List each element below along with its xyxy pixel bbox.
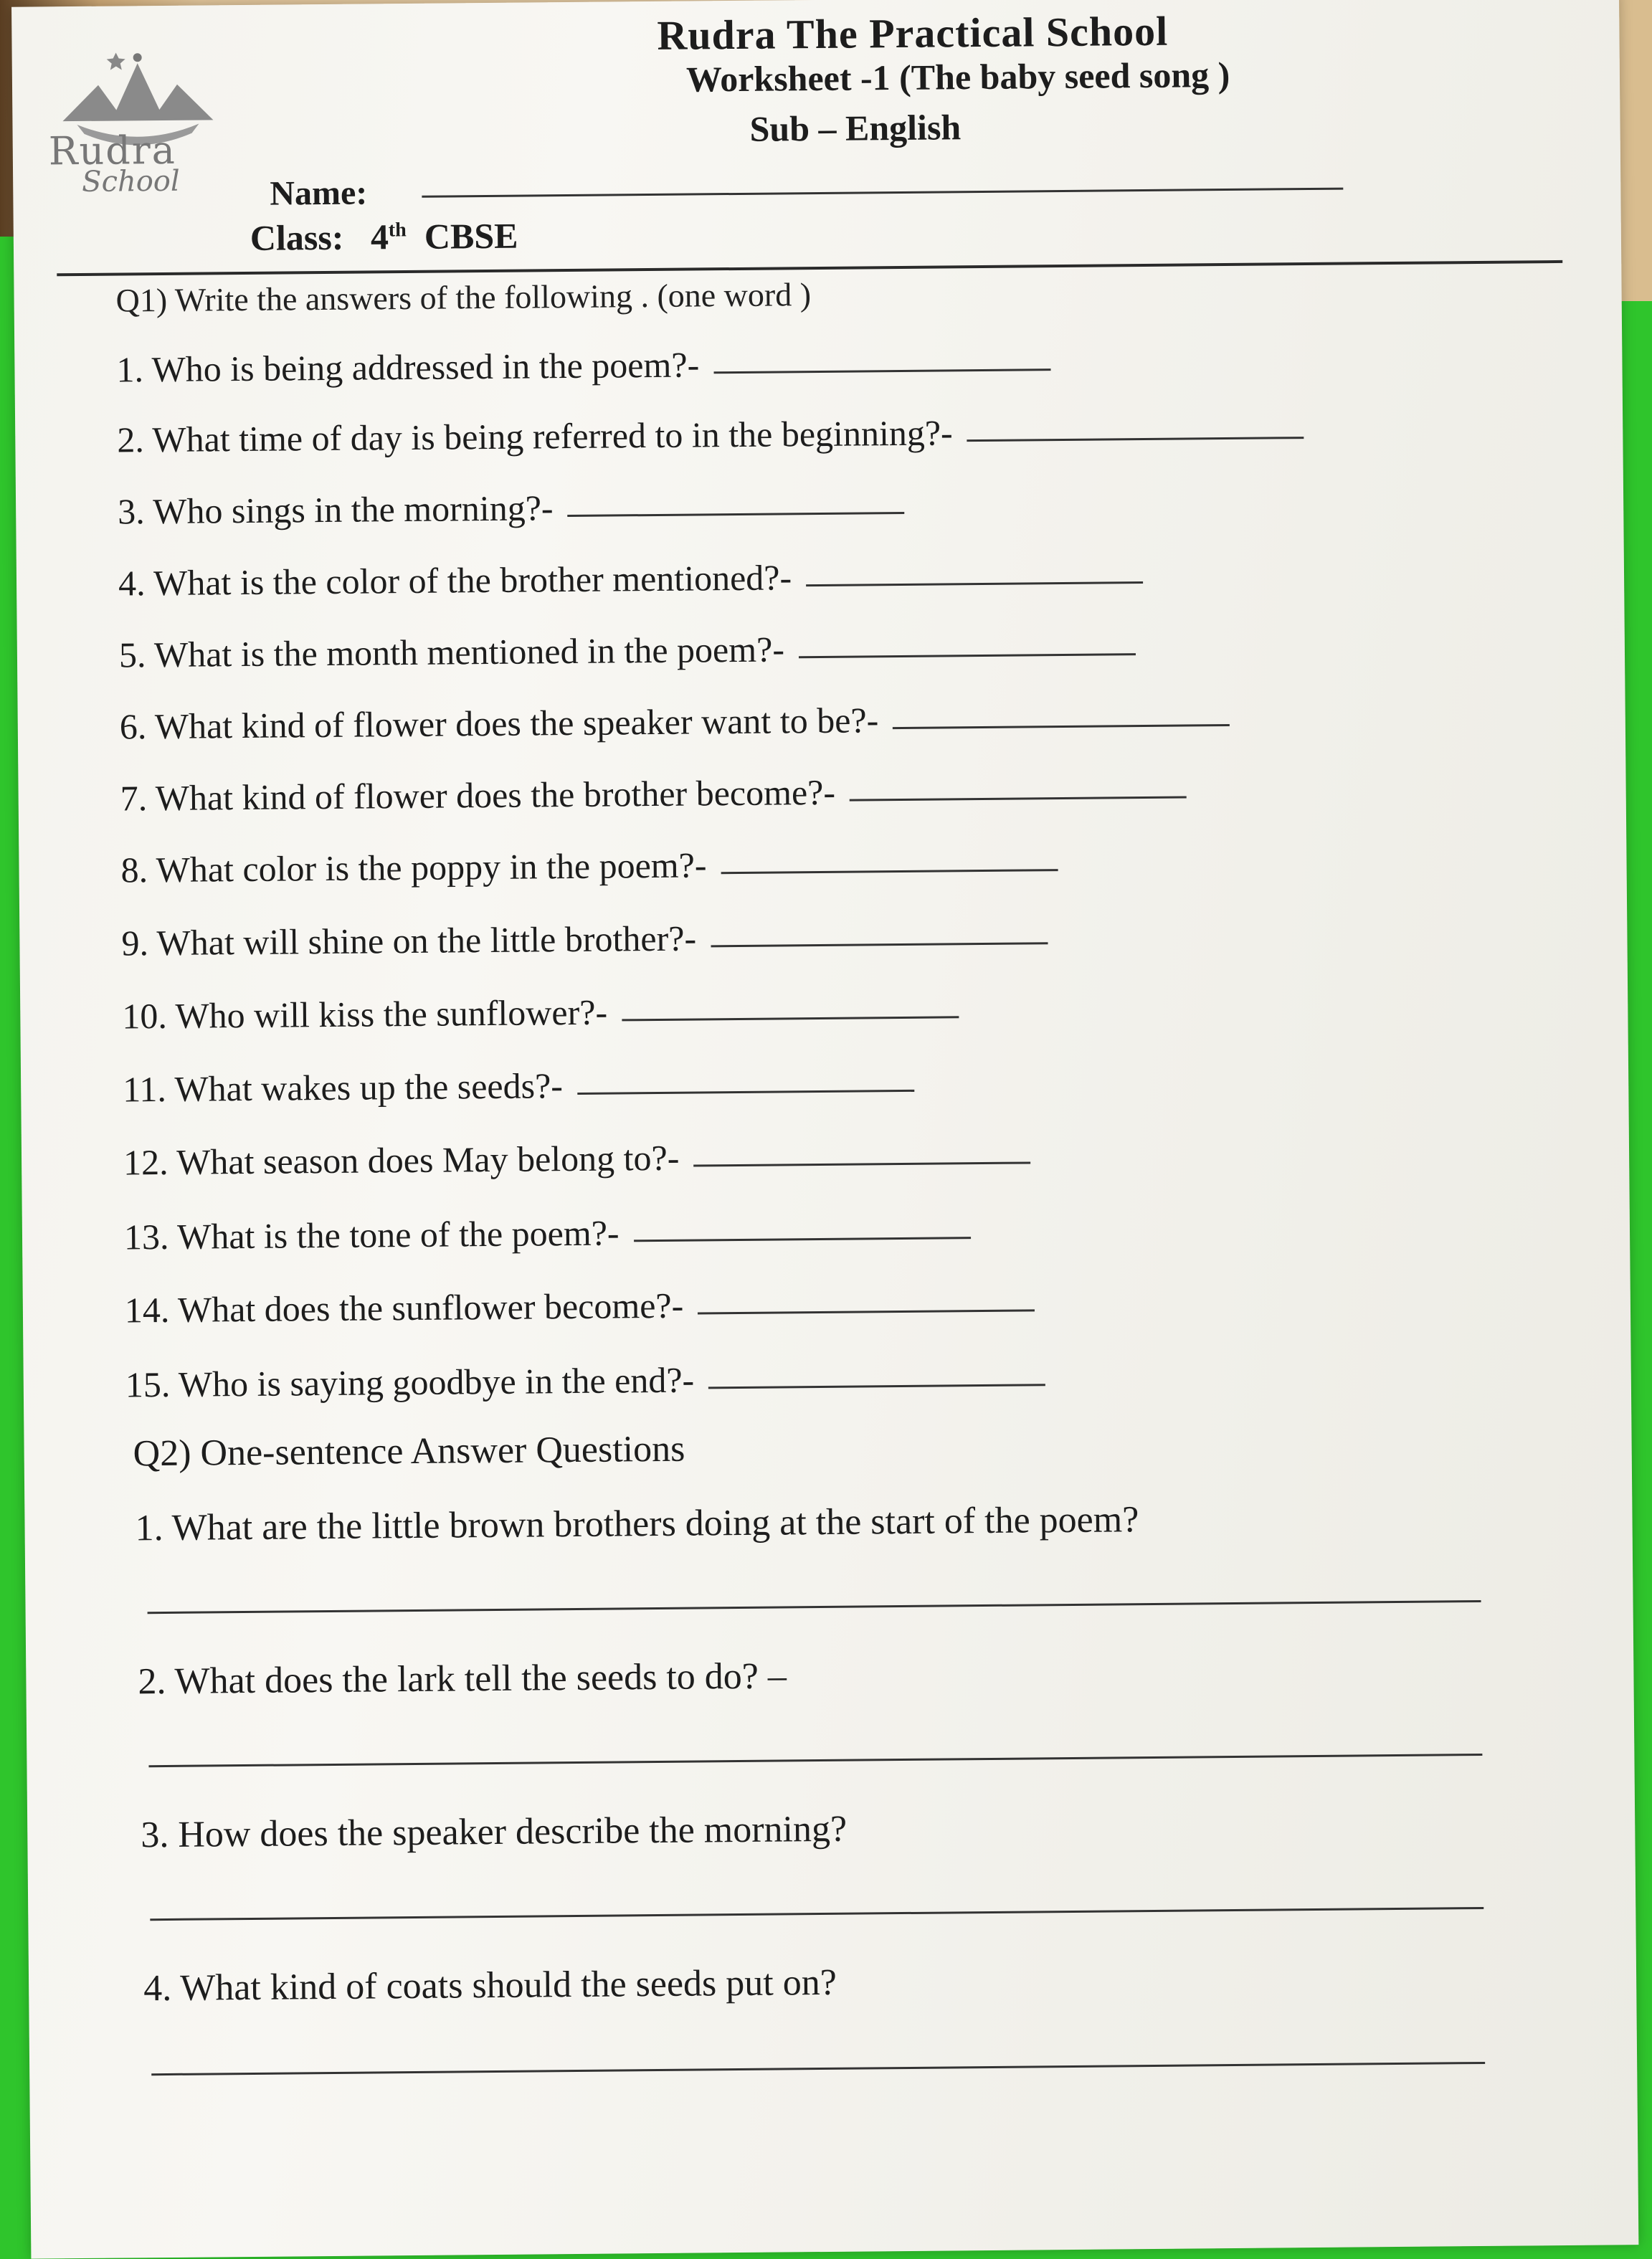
name-label: Name: (270, 173, 368, 213)
answer-blank[interactable] (693, 1161, 1030, 1166)
q1-item: 11. What wakes up the seeds?- (123, 1062, 914, 1111)
school-name: Rudra The Practical School (657, 7, 1169, 59)
answer-blank[interactable] (893, 724, 1230, 729)
q1-item: 15. Who is saying goodbye in the end?- (125, 1356, 1046, 1405)
q2-heading: Q2) One-sentence Answer Questions (133, 1428, 685, 1475)
q1-item: 14. What does the sunflower become?- (125, 1281, 1035, 1331)
answer-blank[interactable] (708, 1384, 1045, 1389)
answer-blank[interactable] (850, 796, 1187, 802)
answer-blank[interactable] (577, 1090, 914, 1095)
q1-item: 8. What color is the poppy in the poem?- (120, 841, 1058, 890)
answer-line[interactable] (148, 1754, 1482, 1767)
answer-blank[interactable] (806, 581, 1143, 586)
class-info (250, 215, 518, 259)
q1-item: 13. What is the tone of the poem?- (124, 1209, 971, 1257)
q1-item: 3. Who sings in the morning?- (118, 484, 905, 533)
q1-item: 2. What time of day is being referred to in the beginning?- (117, 409, 1304, 460)
class-suffix: th (388, 219, 407, 242)
q1-item: 12. What season does May belong to?- (123, 1133, 1031, 1183)
answer-line[interactable] (150, 1907, 1484, 1921)
q1-heading: Q1) Write the answers of the following . (one word ) (115, 276, 812, 319)
logo-subtitle: School (81, 164, 180, 199)
header-divider (57, 260, 1562, 276)
q2-item: 1. What are the little brown brothers doing at the start of the poem? (135, 1499, 1139, 1549)
q1-item: 4. What is the color of the brother mentioned?- (118, 553, 1144, 604)
q1-item: 6. What kind of flower does the speaker want to be?- (120, 696, 1230, 748)
answer-line[interactable] (151, 2062, 1485, 2075)
name-field[interactable] (422, 188, 1343, 198)
worksheet-paper (11, 0, 1638, 2259)
q2-item: 3. How does the speaker describe the morning? (141, 1808, 848, 1856)
q1-item: 9. What will shine on the little brother?- (121, 914, 1048, 964)
q2-item: 4. What kind of coats should the seeds put on? (143, 1961, 837, 2010)
answer-blank[interactable] (568, 512, 905, 517)
q1-item: 5. What is the month mentioned in the poem?- (119, 625, 1136, 675)
answer-blank[interactable] (634, 1237, 971, 1242)
q1-item: 1. Who is being addressed in the poem?- (116, 341, 1050, 390)
q1-item: 7. What kind of flower does the brother become?- (120, 769, 1187, 819)
answer-blank[interactable] (622, 1016, 959, 1021)
subject-label: Sub – English (749, 107, 962, 149)
answer-blank[interactable] (713, 368, 1050, 374)
answer-blank[interactable] (698, 1309, 1035, 1314)
answer-blank[interactable] (721, 869, 1058, 874)
class-label: Class: (250, 217, 344, 258)
worksheet-title: Worksheet -1 (The baby seed song ) (685, 54, 1230, 100)
q1-item: 10. Who will kiss the sunflower?- (122, 988, 959, 1037)
logo-wordmark: Rudra (48, 127, 177, 174)
class-board: CBSE (424, 215, 518, 257)
q2-item: 2. What does the lark tell the seeds to do? – (138, 1655, 787, 1703)
answer-line[interactable] (148, 1600, 1481, 1614)
answer-blank[interactable] (799, 653, 1136, 658)
class-number: 4 (370, 217, 389, 257)
answer-blank[interactable] (967, 437, 1304, 442)
answer-blank[interactable] (711, 942, 1048, 947)
